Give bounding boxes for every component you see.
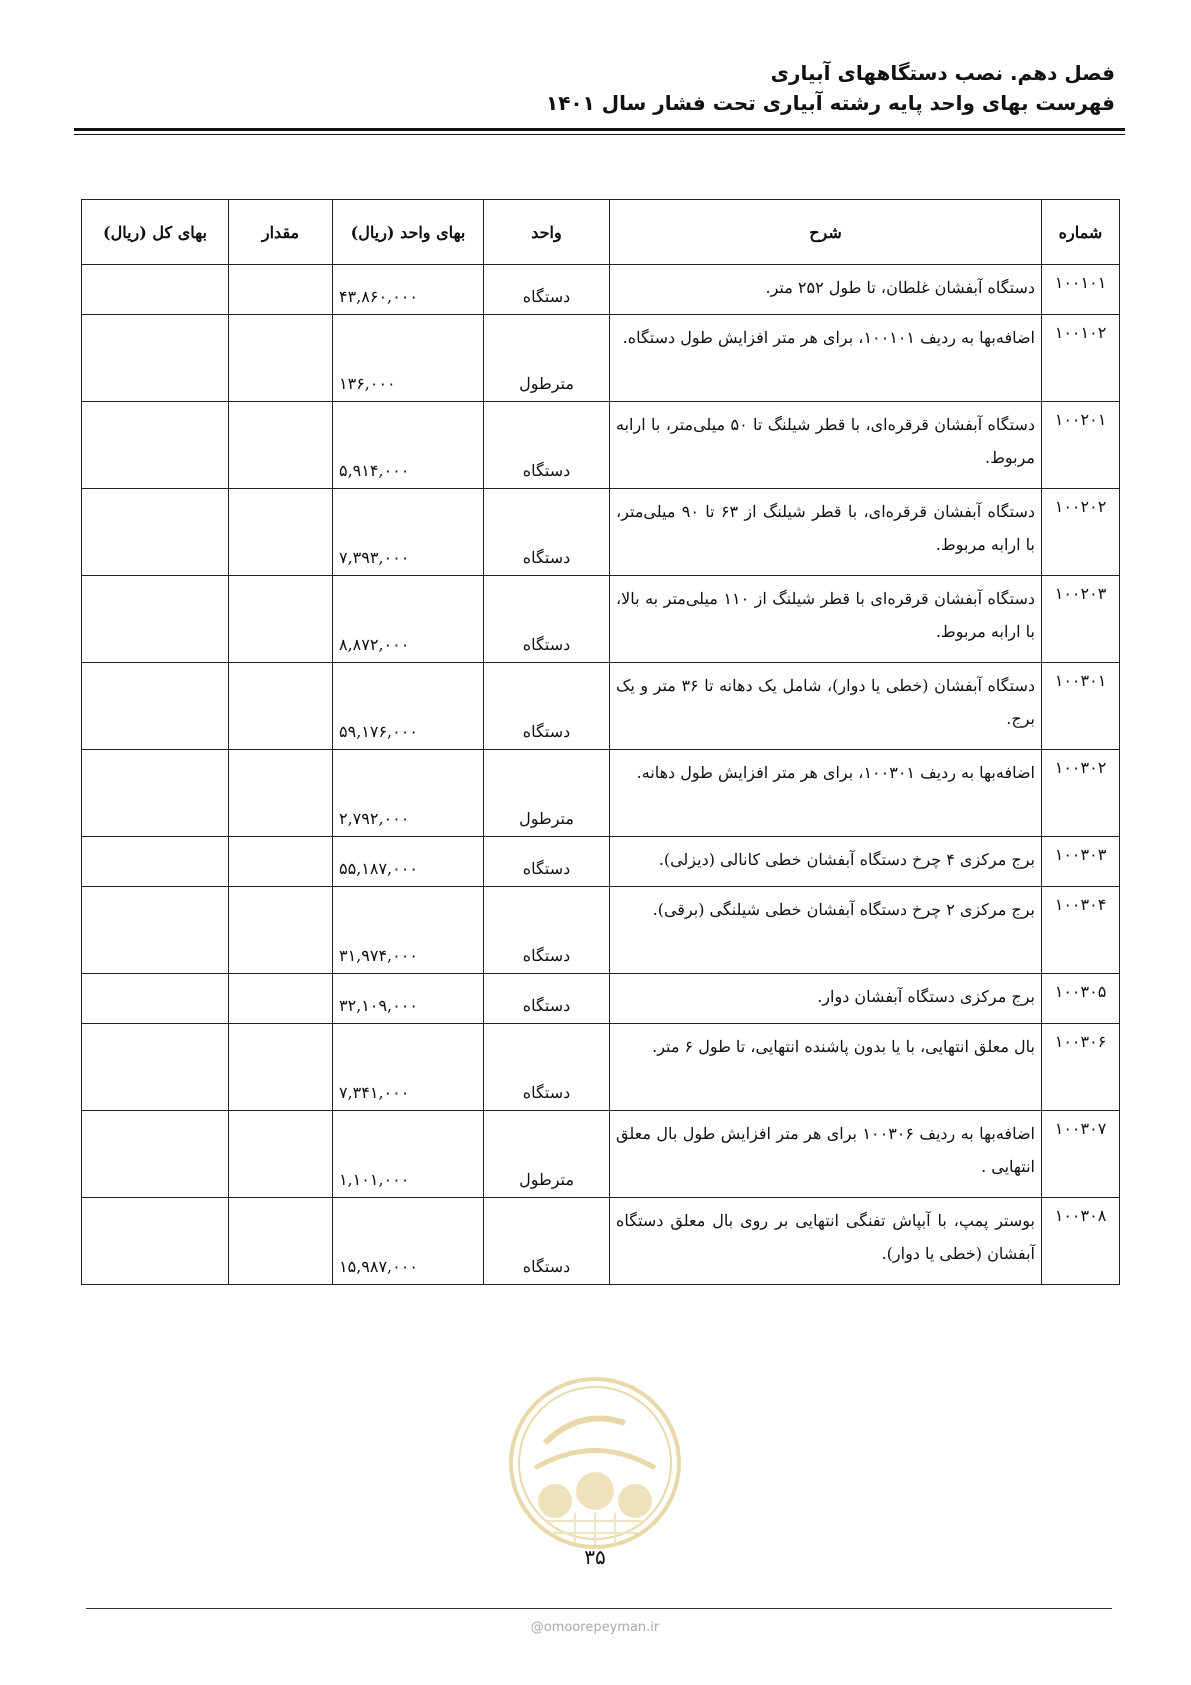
page-number: ۳۵: [584, 1545, 606, 1569]
row-unit-price: ۵,۹۱۴,۰۰۰: [333, 402, 484, 489]
row-description: دستگاه آبفشان (خطی یا دوار)، شامل یک دهانه تا ۳۶ متر و یک برج.: [610, 663, 1042, 750]
footer-rule: [86, 1608, 1112, 1609]
row-description: بوستر پمپ، با آبپاش تفنگی انتهایی بر روی بال معلق دستگاه آبفشان (خطی یا دوار).: [610, 1198, 1042, 1285]
row-unit-price: ۸,۸۷۲,۰۰۰: [333, 576, 484, 663]
row-quantity: [229, 1198, 333, 1285]
row-description: برج مرکزی ۲ چرخ دستگاه آبفشان خطی شیلنگی (برقی).: [610, 887, 1042, 974]
row-unit-price: ۷,۳۹۳,۰۰۰: [333, 489, 484, 576]
row-unit: دستگاه: [484, 887, 610, 974]
col-header-total-price: بهای کل (ریال): [82, 200, 229, 265]
row-quantity: [229, 663, 333, 750]
row-unit-price: ۱,۱۰۱,۰۰۰: [333, 1111, 484, 1198]
row-total-price: [82, 1198, 229, 1285]
row-total-price: [82, 750, 229, 837]
row-number: ۱۰۰۳۰۷: [1042, 1111, 1120, 1198]
row-number: ۱۰۰۱۰۱: [1042, 265, 1120, 315]
table-row: [82, 1024, 1120, 1111]
row-total-price: [82, 576, 229, 663]
row-total-price: [82, 837, 229, 887]
table-row: [82, 315, 1120, 402]
col-header-description: شرح: [610, 200, 1042, 265]
row-number: ۱۰۰۱۰۲: [1042, 315, 1120, 402]
row-description: دستگاه آبفشان قرقره‌ای، با قطر شیلنگ از ۶۳ تا ۹۰ میلی‌متر، با ارابه مربوط.: [610, 489, 1042, 576]
row-quantity: [229, 1111, 333, 1198]
row-description: اضافه‌بها به ردیف ۱۰۰۳۰۱، برای هر متر افزایش طول دهانه.: [610, 750, 1042, 837]
row-total-price: [82, 402, 229, 489]
row-number: ۱۰۰۳۰۴: [1042, 887, 1120, 974]
row-unit-price: ۳۲,۱۰۹,۰۰۰: [333, 974, 484, 1024]
row-quantity: [229, 489, 333, 576]
row-unit-price: ۷,۳۴۱,۰۰۰: [333, 1024, 484, 1111]
row-quantity: [229, 265, 333, 315]
row-description: بال معلق انتهایی، با یا بدون پاشنده انتهایی، تا طول ۶ متر.: [610, 1024, 1042, 1111]
row-description: دستگاه آبفشان غلطان، تا طول ۲۵۲ متر.: [610, 265, 1042, 315]
row-unit: دستگاه: [484, 489, 610, 576]
row-total-price: [82, 663, 229, 750]
footer-site-link[interactable]: @omoorepeyman.ir: [530, 1620, 660, 1635]
row-unit-price: ۱۳۶,۰۰۰: [333, 315, 484, 402]
table-header-row: [82, 200, 1120, 265]
list-title: فهرست بهای واحد پایه رشته آبیاری تحت فشار سال ۱۴۰۱: [546, 91, 1115, 115]
row-quantity: [229, 837, 333, 887]
row-number: ۱۰۰۳۰۶: [1042, 1024, 1120, 1111]
row-number: ۱۰۰۲۰۳: [1042, 576, 1120, 663]
watermark-seal-icon: [505, 1373, 685, 1553]
row-total-price: [82, 887, 229, 974]
row-unit-price: ۴۳,۸۶۰,۰۰۰: [333, 265, 484, 315]
row-unit: دستگاه: [484, 837, 610, 887]
row-description: اضافه‌بها به ردیف ۱۰۰۱۰۱، برای هر متر افزایش طول دستگاه.: [610, 315, 1042, 402]
row-unit: مترطول: [484, 315, 610, 402]
row-number: ۱۰۰۳۰۳: [1042, 837, 1120, 887]
row-quantity: [229, 750, 333, 837]
row-quantity: [229, 974, 333, 1024]
row-quantity: [229, 402, 333, 489]
row-unit: دستگاه: [484, 1198, 610, 1285]
row-total-price: [82, 265, 229, 315]
table-row: [82, 489, 1120, 576]
row-number: ۱۰۰۳۰۱: [1042, 663, 1120, 750]
table-row: [82, 576, 1120, 663]
row-unit-price: ۱۵,۹۸۷,۰۰۰: [333, 1198, 484, 1285]
col-header-unit: واحد: [484, 200, 610, 265]
row-unit: دستگاه: [484, 265, 610, 315]
page-header: [75, 58, 1115, 118]
row-quantity: [229, 315, 333, 402]
row-unit: دستگاه: [484, 663, 610, 750]
row-number: ۱۰۰۳۰۲: [1042, 750, 1120, 837]
table-row: [82, 1198, 1120, 1285]
row-quantity: [229, 576, 333, 663]
row-number: ۱۰۰۳۰۵: [1042, 974, 1120, 1024]
table-row: [82, 750, 1120, 837]
row-number: ۱۰۰۲۰۲: [1042, 489, 1120, 576]
row-unit-price: ۵۹,۱۷۶,۰۰۰: [333, 663, 484, 750]
row-unit-price: ۲,۷۹۲,۰۰۰: [333, 750, 484, 837]
row-quantity: [229, 1024, 333, 1111]
row-total-price: [82, 489, 229, 576]
row-number: ۱۰۰۳۰۸: [1042, 1198, 1120, 1285]
table-row: [82, 974, 1120, 1024]
header-rule-thick: [74, 128, 1125, 131]
row-unit: دستگاه: [484, 576, 610, 663]
col-header-unit-price: بهای واحد (ریال): [333, 200, 484, 265]
col-header-quantity: مقدار: [229, 200, 333, 265]
row-unit: دستگاه: [484, 974, 610, 1024]
row-unit: مترطول: [484, 1111, 610, 1198]
row-total-price: [82, 315, 229, 402]
row-unit-price: ۵۵,۱۸۷,۰۰۰: [333, 837, 484, 887]
row-description: دستگاه آبفشان قرقره‌ای، با قطر شیلنگ تا ۵۰ میلی‌متر، با ارابه مربوط.: [610, 402, 1042, 489]
table-row: [82, 663, 1120, 750]
table-row: [82, 265, 1120, 315]
row-unit: دستگاه: [484, 1024, 610, 1111]
header-rule-thin: [74, 134, 1125, 135]
row-unit-price: ۳۱,۹۷۴,۰۰۰: [333, 887, 484, 974]
row-description: برج مرکزی ۴ چرخ دستگاه آبفشان خطی کانالی (دیزلی).: [610, 837, 1042, 887]
row-description: اضافه‌بها به ردیف ۱۰۰۳۰۶ برای هر متر افزایش طول بال معلق انتهایی .: [610, 1111, 1042, 1198]
table-row: [82, 1111, 1120, 1198]
row-total-price: [82, 1024, 229, 1111]
col-header-number: شماره: [1042, 200, 1120, 265]
price-table: [81, 199, 1120, 1285]
row-total-price: [82, 1111, 229, 1198]
row-description: دستگاه آبفشان قرقره‌ای با قطر شیلنگ از ۱۱۰ میلی‌متر به بالا، با ارابه مربوط.: [610, 576, 1042, 663]
row-description: برج مرکزی دستگاه آبفشان دوار.: [610, 974, 1042, 1024]
row-unit: مترطول: [484, 750, 610, 837]
table-row: [82, 887, 1120, 974]
table-row: [82, 837, 1120, 887]
chapter-title: فصل دهم. نصب دستگاههای آبیاری: [770, 61, 1115, 85]
row-unit: دستگاه: [484, 402, 610, 489]
row-total-price: [82, 974, 229, 1024]
table-row: [82, 402, 1120, 489]
row-number: ۱۰۰۲۰۱: [1042, 402, 1120, 489]
row-quantity: [229, 887, 333, 974]
